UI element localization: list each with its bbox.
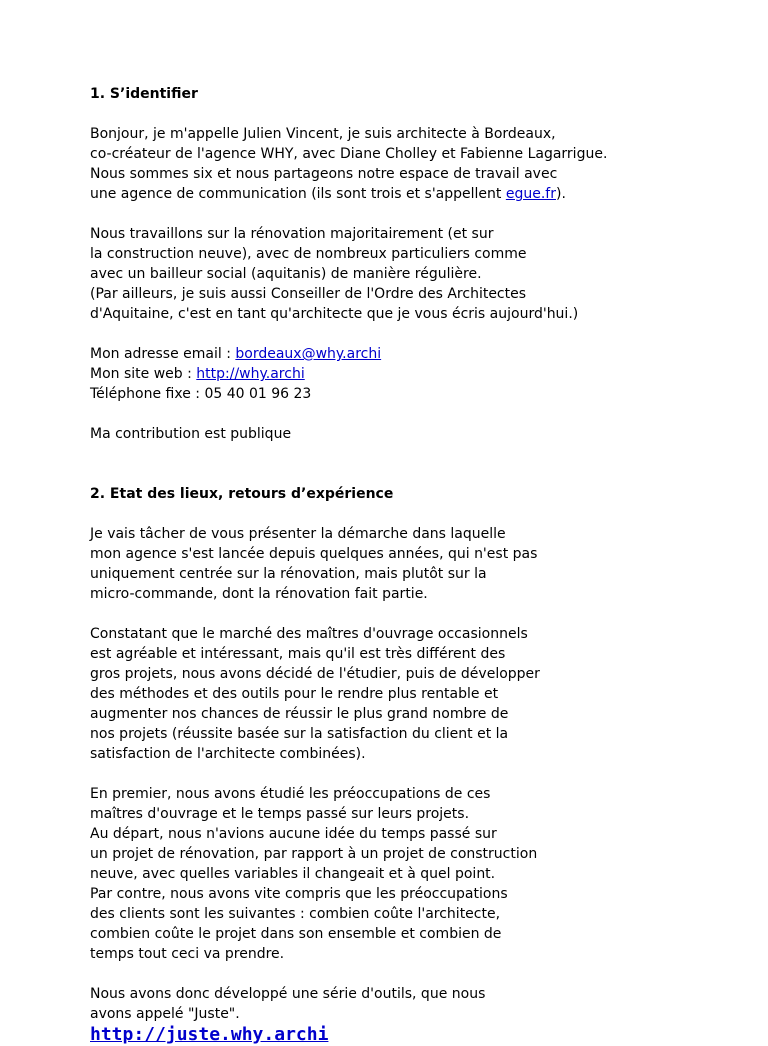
- market-paragraph: [90, 624, 750, 764]
- text-line: la construction neuve), avec de nombreux particuliers comme: [90, 246, 527, 262]
- text-line: d'Aquitaine, c'est en tant qu'architecte que je vous écris aujourd'hui.): [90, 306, 579, 322]
- text-line: des clients sont les suivantes : combien coûte l'architecte,: [90, 906, 501, 922]
- text-line: nos projets (réussite basée sur la satisfaction du client et la: [90, 726, 509, 742]
- text-line: combien coûte le projet dans son ensemble et combien de: [90, 926, 502, 942]
- email-line: [90, 344, 750, 364]
- text-fragment: une agence de communication (ils sont trois et s'appellent: [90, 186, 506, 202]
- text-line: co-créateur de l'agence WHY, avec Diane Cholley et Fabienne Lagarrigue.: [90, 146, 608, 162]
- tools-paragraph: [90, 984, 750, 1024]
- text-line: Nous avons donc développé une série d'outils, que nous: [90, 986, 486, 1002]
- text-line: maîtres d'ouvrage et le temps passé sur leurs projets.: [90, 806, 470, 822]
- contact-block: [90, 344, 750, 404]
- text-line: Je vais tâcher de vous présenter la démarche dans laquelle: [90, 526, 506, 542]
- text-line: mon agence s'est lancée depuis quelques années, qui n'est pas: [90, 546, 538, 562]
- website-link[interactable]: http://why.archi: [196, 366, 305, 382]
- text-line: est agréable et intéressant, mais qu'il est très différent des: [90, 646, 506, 662]
- phone-line: Téléphone fixe : 05 40 01 96 23: [90, 386, 312, 402]
- text-line-with-link: [90, 184, 750, 204]
- text-line: des méthodes et des outils pour le rendre plus rentable et: [90, 686, 499, 702]
- text-line: (Par ailleurs, je suis aussi Conseiller de l'Ordre des Architectes: [90, 286, 527, 302]
- text-fragment: ).: [555, 186, 566, 202]
- text-line: augmenter nos chances de réussir le plus grand nombre de: [90, 706, 509, 722]
- egue-link[interactable]: egue.fr: [505, 186, 556, 202]
- text-line: satisfaction de l'architecte combinées).: [90, 746, 366, 762]
- text-line: Nous travaillons sur la rénovation majoritairement (et sur: [90, 226, 494, 242]
- concerns-paragraph: [90, 784, 750, 964]
- text-line: Par contre, nous avons vite compris que les préoccupations: [90, 886, 508, 902]
- approach-paragraph: [90, 524, 750, 604]
- text-line: gros projets, nous avons décidé de l'étudier, puis de développer: [90, 666, 540, 682]
- website-label: Mon site web :: [90, 366, 197, 382]
- website-line: [90, 364, 750, 384]
- text-line: temps tout ceci va prendre.: [90, 946, 285, 962]
- section-1-heading: 1. S’identifier: [90, 86, 198, 102]
- email-link[interactable]: bordeaux@why.archi: [235, 346, 382, 362]
- text-line: uniquement centrée sur la rénovation, mais plutôt sur la: [90, 566, 487, 582]
- text-line: avec un bailleur social (aquitanis) de manière régulière.: [90, 266, 482, 282]
- text-line: avons appelé "Juste".: [90, 1006, 240, 1022]
- intro-paragraph: [90, 124, 750, 204]
- document-page: [90, 84, 750, 1046]
- text-line: Constatant que le marché des maîtres d'ouvrage occasionnels: [90, 626, 528, 642]
- text-line: Au départ, nous n'avions aucune idée du temps passé sur: [90, 826, 497, 842]
- work-paragraph: [90, 224, 750, 324]
- text-line: En premier, nous avons étudié les préoccupations de ces: [90, 786, 491, 802]
- juste-link[interactable]: http://juste.why.archi: [90, 1024, 329, 1045]
- text-line: neuve, avec quelles variables il changeait et à quel point.: [90, 866, 496, 882]
- text-line: Bonjour, je m'appelle Julien Vincent, je suis architecte à Bordeaux,: [90, 126, 556, 142]
- text-line: micro-commande, dont la rénovation fait partie.: [90, 586, 428, 602]
- text-line: Nous sommes six et nous partageons notre espace de travail avec: [90, 166, 558, 182]
- public-contribution-note: Ma contribution est publique: [90, 426, 292, 442]
- section-2-heading: 2. Etat des lieux, retours d’expérience: [90, 486, 394, 502]
- email-label: Mon adresse email :: [90, 346, 236, 362]
- text-line: un projet de rénovation, par rapport à un projet de construction: [90, 846, 538, 862]
